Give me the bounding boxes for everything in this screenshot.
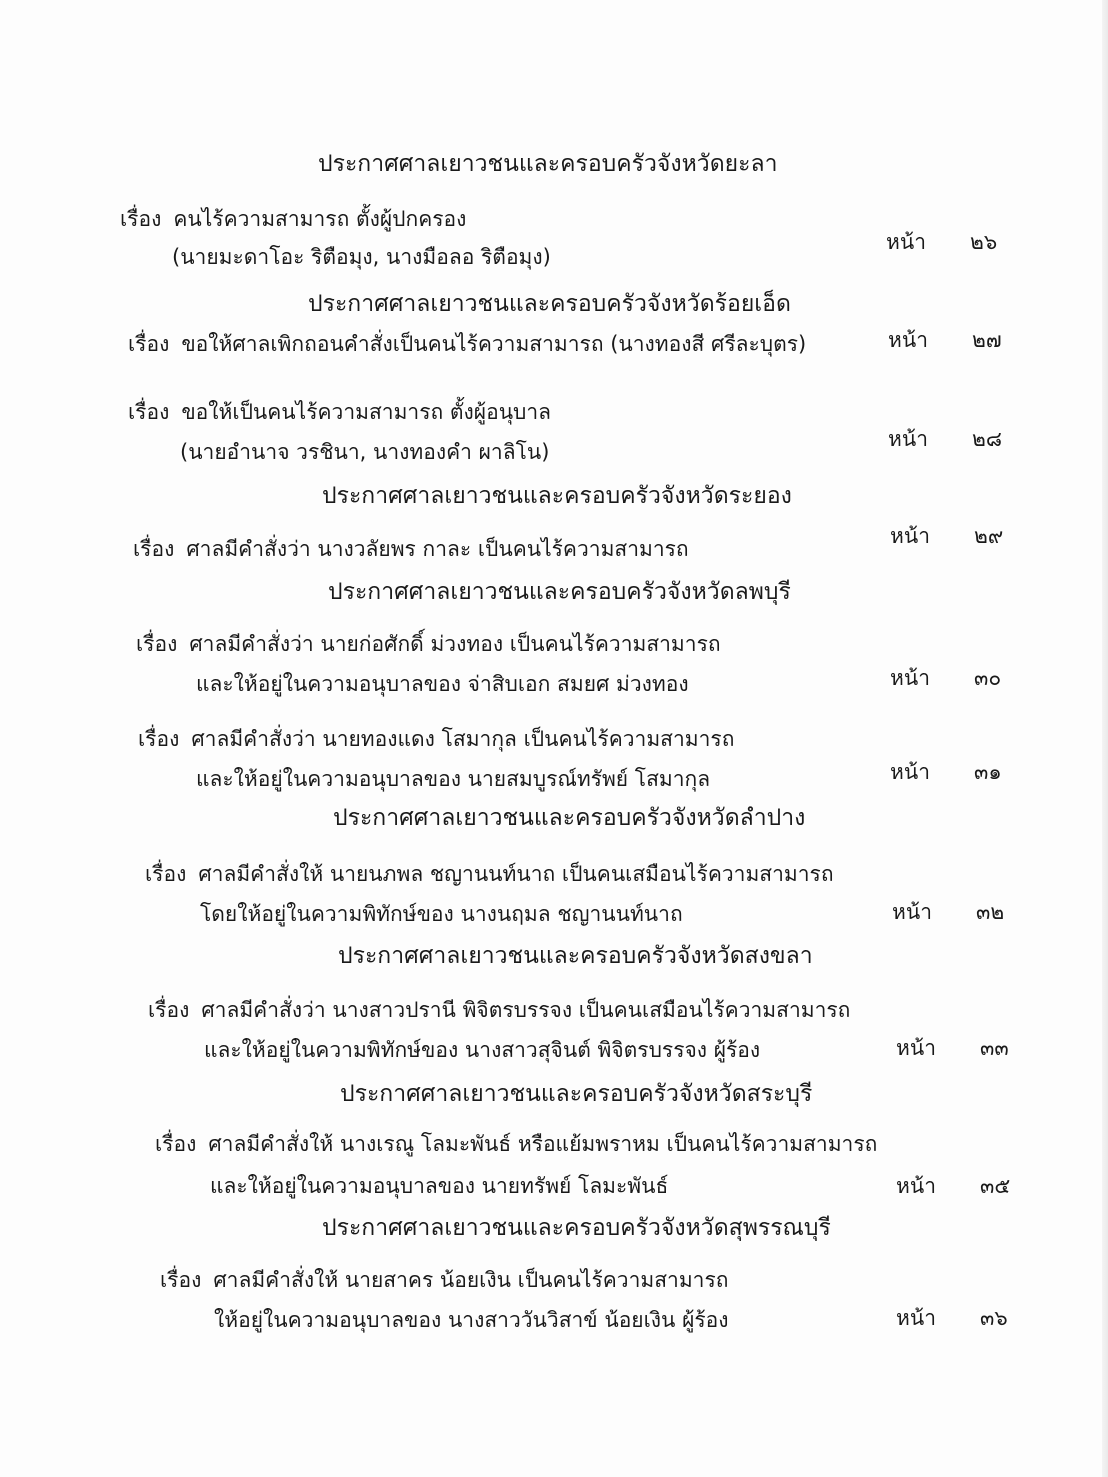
section-heading: ประกาศศาลเยาวชนและครอบครัวจังหวัดร้อยเอ็ด bbox=[308, 291, 791, 317]
entry-line bbox=[128, 330, 806, 358]
subject-label: เรื่อง bbox=[128, 332, 170, 356]
page-number: ๓๖ bbox=[980, 1306, 1008, 1330]
page-ref bbox=[890, 758, 1002, 786]
entry-text: ศาลมีคำสั่งว่า นางวลัยพร กาละ เป็นคนไร้ความสามารถ bbox=[186, 537, 689, 561]
subject-label: เรื่อง bbox=[160, 1268, 202, 1292]
page-number: ๓๐ bbox=[974, 666, 1002, 690]
entry-line bbox=[128, 398, 551, 426]
entry-line bbox=[148, 996, 850, 1024]
subject-label: เรื่อง bbox=[148, 998, 190, 1022]
page-label: หน้า bbox=[892, 900, 932, 924]
page-number: ๒๖ bbox=[970, 230, 998, 254]
section-heading: ประกาศศาลเยาวชนและครอบครัวจังหวัดระยอง bbox=[322, 483, 792, 509]
entry-text: คนไร้ความสามารถ ตั้งผู้ปกครอง bbox=[173, 207, 467, 231]
entry-line bbox=[160, 1266, 728, 1294]
page-label: หน้า bbox=[896, 1306, 936, 1330]
entry-line: (นายมะดาโอะ ริตือมุง, นางมือลอ ริตือมุง) bbox=[172, 245, 551, 269]
entry-text: ศาลมีคำสั่งให้ นางเรณู โลมะพันธ์ หรือแย้มพราหม เป็นคนไร้ความสามารถ bbox=[208, 1132, 878, 1156]
entry-line bbox=[133, 535, 689, 563]
page-label: หน้า bbox=[888, 328, 928, 352]
page-label: หน้า bbox=[886, 230, 926, 254]
subject-label: เรื่อง bbox=[155, 1132, 197, 1156]
entry-text: ศาลมีคำสั่งว่า นายก่อศักดิ์ ม่วงทอง เป็นคนไร้ความสามารถ bbox=[189, 632, 721, 656]
section-heading: ประกาศศาลเยาวชนและครอบครัวจังหวัดสระบุรี bbox=[340, 1081, 813, 1107]
entry-line bbox=[120, 205, 466, 233]
entry-text: ขอให้ศาลเพิกถอนคำสั่งเป็นคนไร้ความสามารถ (นางทองสี ศรีละบุตร) bbox=[181, 332, 807, 356]
entry-line: และให้อยู่ในความอนุบาลของ นายสมบูรณ์ทรัพย์ โสมากุล bbox=[196, 767, 711, 791]
page-ref bbox=[896, 1304, 1008, 1332]
page-number: ๒๗ bbox=[972, 328, 1002, 352]
entry-line: โดยให้อยู่ในความพิทักษ์ของ นางนฤมล ชญานนท์นาถ bbox=[200, 902, 683, 926]
page-number: ๒๙ bbox=[974, 524, 1004, 548]
page-ref bbox=[890, 522, 1003, 550]
page-ref bbox=[886, 228, 997, 256]
page-ref bbox=[896, 1034, 1009, 1062]
page-number: ๓๓ bbox=[980, 1036, 1009, 1060]
entry-line bbox=[145, 860, 834, 888]
subject-label: เรื่อง bbox=[133, 537, 175, 561]
page-ref bbox=[888, 326, 1002, 354]
entry-text: ศาลมีคำสั่งให้ นายสาคร น้อยเงิน เป็นคนไร้ความสามารถ bbox=[213, 1268, 729, 1292]
page-ref bbox=[892, 898, 1004, 926]
entry-text: ศาลมีคำสั่งว่า นายทองแดง โสมากุล เป็นคนไร้ความสามารถ bbox=[191, 727, 735, 751]
page-label: หน้า bbox=[890, 524, 930, 548]
page-ref bbox=[888, 425, 1002, 453]
page-number: ๓๕ bbox=[980, 1174, 1011, 1198]
entry-line bbox=[138, 725, 734, 753]
entry-line bbox=[155, 1130, 877, 1158]
section-heading: ประกาศศาลเยาวชนและครอบครัวจังหวัดยะลา bbox=[318, 151, 778, 177]
page-label: หน้า bbox=[890, 666, 930, 690]
entry-text: ขอให้เป็นคนไร้ความสามารถ ตั้งผู้อนุบาล bbox=[181, 400, 552, 424]
page-label: หน้า bbox=[896, 1174, 936, 1198]
entry-line: (นายอำนาจ วรชินา, นางทองคำ ผาลิโน) bbox=[180, 440, 550, 464]
entry-line: และให้อยู่ในความอนุบาลของ จ่าสิบเอก สมยศ ม่วงทอง bbox=[196, 672, 689, 696]
subject-label: เรื่อง bbox=[138, 727, 180, 751]
entry-line bbox=[136, 630, 721, 658]
subject-label: เรื่อง bbox=[145, 862, 187, 886]
page-ref bbox=[890, 664, 1001, 692]
page-label: หน้า bbox=[890, 760, 930, 784]
section-heading: ประกาศศาลเยาวชนและครอบครัวจังหวัดลำปาง bbox=[333, 805, 806, 831]
page-ref bbox=[896, 1172, 1010, 1200]
subject-label: เรื่อง bbox=[128, 400, 170, 424]
entry-line: ให้อยู่ในความอนุบาลของ นางสาววันวิสาข์ น้อยเงิน ผู้ร้อง bbox=[214, 1308, 729, 1332]
page-number: ๒๘ bbox=[972, 427, 1003, 451]
entry-line: และให้อยู่ในความพิทักษ์ของ นางสาวสุจินต์ พิจิตรบรรจง ผู้ร้อง bbox=[204, 1038, 761, 1062]
page-number: ๓๒ bbox=[976, 900, 1005, 924]
entry-line: และให้อยู่ในความอนุบาลของ นายทรัพย์ โลมะพันธ์ bbox=[210, 1174, 669, 1198]
entry-text: ศาลมีคำสั่งให้ นายนภพล ชญานนท์นาถ เป็นคนเสมือนไร้ความสามารถ bbox=[198, 862, 834, 886]
page-label: หน้า bbox=[896, 1036, 936, 1060]
entry-text: ศาลมีคำสั่งว่า นางสาวปรานี พิจิตรบรรจง เป็นคนเสมือนไร้ความสามารถ bbox=[201, 998, 851, 1022]
page-label: หน้า bbox=[888, 427, 928, 451]
subject-label: เรื่อง bbox=[136, 632, 178, 656]
section-heading: ประกาศศาลเยาวชนและครอบครัวจังหวัดลพบุรี bbox=[328, 579, 791, 605]
section-heading: ประกาศศาลเยาวชนและครอบครัวจังหวัดสงขลา bbox=[338, 943, 813, 969]
section-heading: ประกาศศาลเยาวชนและครอบครัวจังหวัดสุพรรณบุรี bbox=[322, 1215, 831, 1241]
page-number: ๓๑ bbox=[974, 760, 1002, 784]
page-edge-shadow bbox=[1102, 0, 1108, 1477]
subject-label: เรื่อง bbox=[120, 207, 162, 231]
